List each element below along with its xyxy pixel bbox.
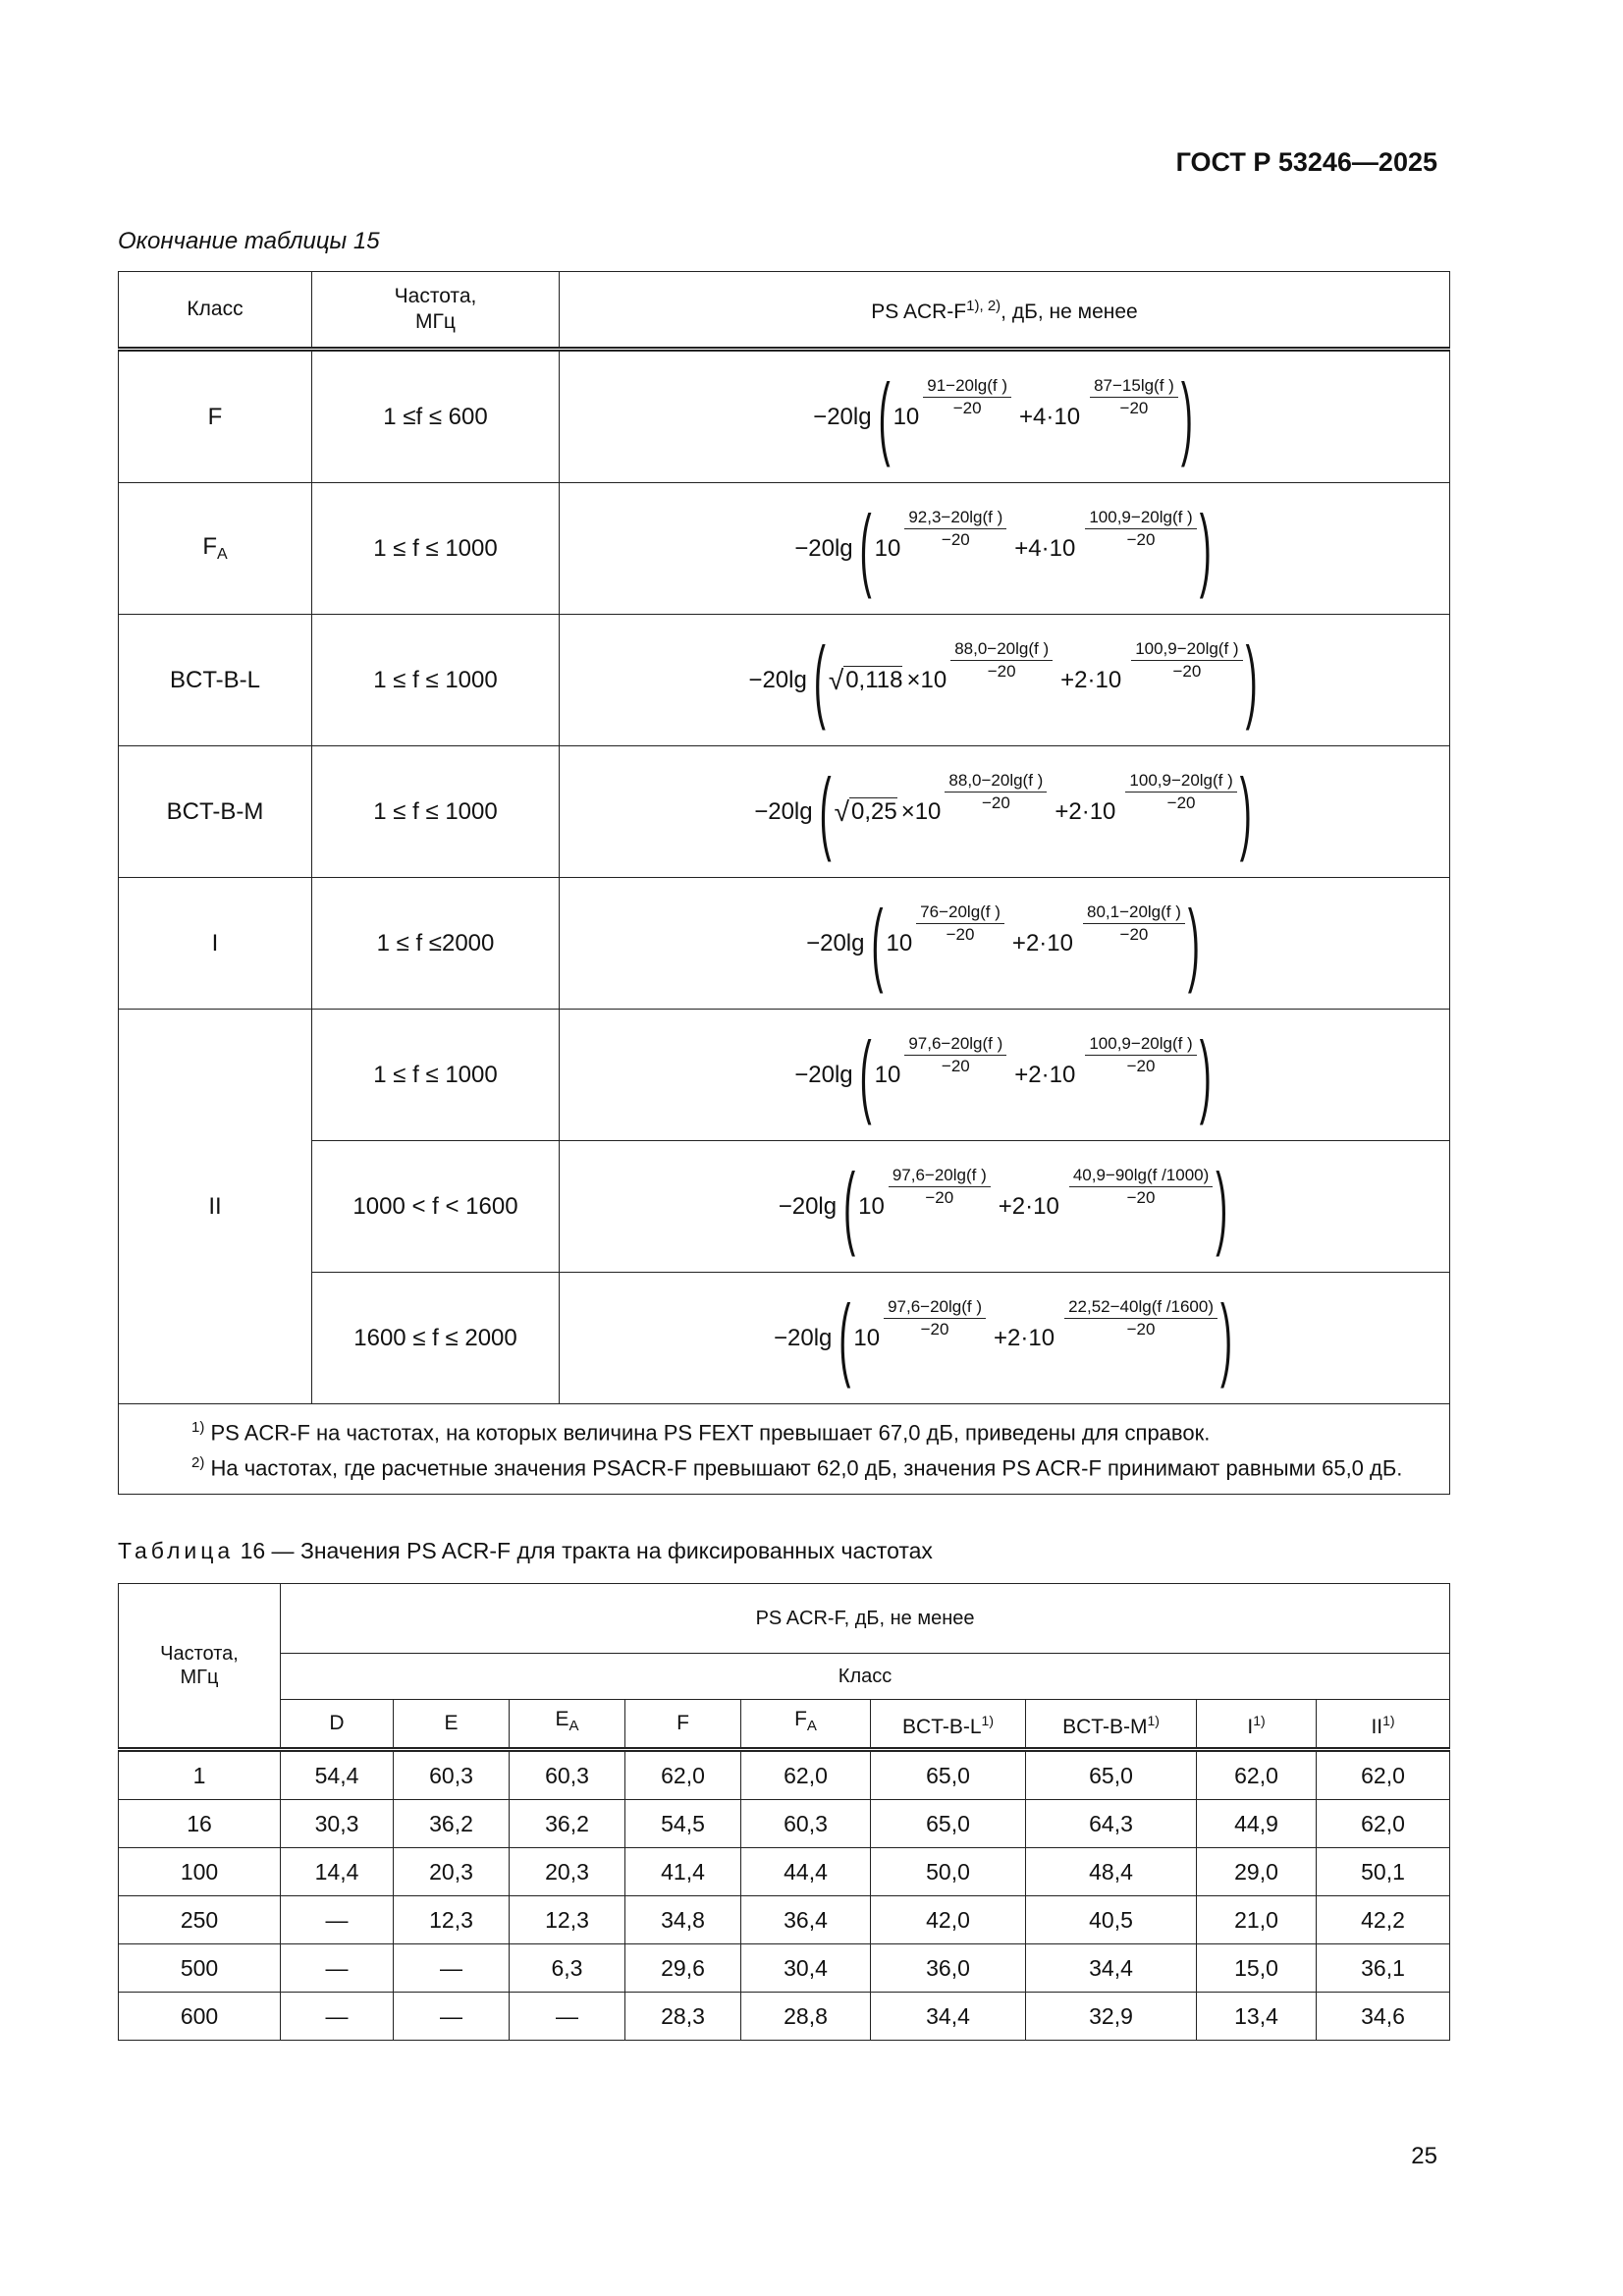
table-16 xyxy=(118,1583,1450,2041)
exponent-numerator: 87−15lg(f ) xyxy=(1090,376,1178,398)
paren-close: ) xyxy=(1239,757,1252,863)
formula-exponent xyxy=(1069,1166,1213,1208)
exponent-denominator: −20 xyxy=(1126,1188,1156,1207)
class-footnote-mark: 1) xyxy=(1382,1712,1395,1728)
table-row xyxy=(119,1273,1450,1404)
paren-close: ) xyxy=(1199,1020,1212,1126)
value-cell: 40,5 xyxy=(1026,1896,1197,1944)
formula-term xyxy=(858,1166,991,1228)
formula-cell xyxy=(560,1273,1450,1404)
class-cell: BCT-B-L xyxy=(119,615,312,746)
exponent-numerator: 22,52−40lg(f /1600) xyxy=(1064,1297,1217,1319)
formula-operator: +2·10 xyxy=(994,1324,1055,1351)
value-cell: 50,0 xyxy=(871,1848,1026,1896)
value-cell: 30,3 xyxy=(281,1800,394,1848)
value-cell: 62,0 xyxy=(1317,1750,1450,1800)
value-cell: — xyxy=(394,1993,510,2041)
header-ps-acr-f: PS ACR-$F^{1), 2)}$, дБ, не менее xyxy=(560,272,1450,350)
value-cell: 28,3 xyxy=(625,1993,741,2041)
formula-term xyxy=(1053,639,1242,701)
exponent-numerator: 97,6−20lg(f ) xyxy=(889,1166,991,1187)
value-cell: 15,0 xyxy=(1197,1944,1317,1993)
formula-base: 10 xyxy=(893,403,920,430)
value-cell: 44,4 xyxy=(741,1848,871,1896)
table-row xyxy=(119,878,1450,1010)
value-cell: — xyxy=(394,1944,510,1993)
value-cell: 30,4 xyxy=(741,1944,871,1993)
paren-open: ( xyxy=(843,1152,856,1258)
table-row xyxy=(119,1750,1450,1800)
formula-exponent xyxy=(1085,508,1196,550)
exponent-numerator: 100,9−20lg(f ) xyxy=(1085,508,1196,529)
value-cell: 44,9 xyxy=(1197,1800,1317,1848)
value-cell: 14,4 xyxy=(281,1848,394,1896)
formula-exponent xyxy=(950,639,1053,682)
value-cell: 42,2 xyxy=(1317,1896,1450,1944)
sqrt-value: 0,25 xyxy=(850,798,897,825)
value-cell: 65,0 xyxy=(871,1750,1026,1800)
class-header: $I^{1)}$ xyxy=(1197,1700,1317,1750)
class-header: F xyxy=(625,1700,741,1750)
value-cell: 34,8 xyxy=(625,1896,741,1944)
formula-term xyxy=(1047,771,1236,833)
formula-exponent xyxy=(1083,902,1185,945)
formula xyxy=(748,626,1260,732)
standard-number: ГОСТ Р 53246—2025 xyxy=(1175,147,1437,177)
formula-cell xyxy=(560,1010,1450,1141)
exponent-numerator: 100,9−20lg(f ) xyxy=(1085,1034,1196,1056)
table-row xyxy=(119,1944,1450,1993)
notes-row xyxy=(119,1404,1450,1495)
paren-close: ) xyxy=(1187,889,1200,995)
formula xyxy=(778,1152,1231,1258)
formula-exponent xyxy=(1090,376,1178,418)
formula-exponent xyxy=(1085,1034,1196,1076)
class-cell: II xyxy=(119,1010,312,1404)
paren-open: ( xyxy=(839,1284,851,1390)
table-row xyxy=(119,1010,1450,1141)
frequency-cell: 1 ≤ f ≤ 1000 xyxy=(312,746,560,878)
header-class: Класс xyxy=(119,272,312,350)
exponent-denominator: −20 xyxy=(1126,1057,1156,1075)
value-cell: — xyxy=(281,1944,394,1993)
table-15 xyxy=(118,271,1450,1495)
value-cell: — xyxy=(510,1993,625,2041)
value-cell: 62,0 xyxy=(741,1750,871,1800)
formula-base: ×10 xyxy=(900,797,942,825)
exponent-denominator: −20 xyxy=(1126,530,1156,549)
table-row xyxy=(119,1141,1450,1273)
formula-exponent xyxy=(916,902,1004,945)
formula xyxy=(794,494,1214,600)
paren-close: ) xyxy=(1199,494,1212,600)
class-cell: BCT-B-M xyxy=(119,746,312,878)
value-cell: 60,3 xyxy=(394,1750,510,1800)
exponent-denominator: −20 xyxy=(981,793,1010,812)
exponent-denominator: −20 xyxy=(925,1188,954,1207)
formula-base: 10 xyxy=(858,1192,885,1220)
value-cell: — xyxy=(281,1993,394,2041)
exponent-denominator: −20 xyxy=(946,925,975,944)
formula-prefix: −20lg xyxy=(778,1192,838,1220)
exponent-denominator: −20 xyxy=(941,530,970,549)
exponent-numerator: 91−20lg(f ) xyxy=(923,376,1011,398)
formula-prefix: −20lg xyxy=(748,666,807,693)
value-cell: 36,0 xyxy=(871,1944,1026,1993)
value-cell: 36,2 xyxy=(510,1800,625,1848)
value-cell: 65,0 xyxy=(1026,1750,1197,1800)
value-cell: 54,4 xyxy=(281,1750,394,1800)
formula-cell xyxy=(560,615,1450,746)
exponent-numerator: 88,0−20lg(f ) xyxy=(945,771,1047,793)
value-cell: 6,3 xyxy=(510,1944,625,1993)
value-cell: 60,3 xyxy=(741,1800,871,1848)
exponent-numerator: 88,0−20lg(f ) xyxy=(950,639,1053,661)
header-ps-acr-f: PS ACR-F, дБ, не менее xyxy=(281,1584,1450,1654)
frequency-cell: 500 xyxy=(119,1944,281,1993)
class-footnote-mark: 1) xyxy=(981,1712,994,1728)
exponent-denominator: −20 xyxy=(1172,662,1202,681)
formula-operator: +2·10 xyxy=(1060,666,1122,693)
paren-close: ) xyxy=(1245,626,1258,732)
frequency-cell: 1 ≤f ≤ 600 xyxy=(312,350,560,483)
class-footnote-mark: 1) xyxy=(1253,1712,1266,1728)
formula-term xyxy=(828,639,1053,701)
formula-exponent xyxy=(923,376,1011,418)
exponent-numerator: 97,6−20lg(f ) xyxy=(904,1034,1006,1056)
exponent-denominator: −20 xyxy=(1119,925,1149,944)
table-continuation-caption: Окончание таблицы 15 xyxy=(118,228,380,254)
paren-open: ( xyxy=(819,757,832,863)
sqrt-value: 0,118 xyxy=(845,667,903,693)
footnote-text: PS ACR-F на частотах, на которых величина PS FEXT превышает 67,0 дБ, приведены для справок. xyxy=(204,1420,1211,1446)
formula-operator: +2·10 xyxy=(998,1192,1059,1220)
exponent-denominator: −20 xyxy=(941,1057,970,1075)
table-row xyxy=(119,1800,1450,1848)
formula-base: 10 xyxy=(853,1324,881,1351)
formula-operator: +2·10 xyxy=(1011,929,1073,957)
value-cell: 62,0 xyxy=(1197,1750,1317,1800)
value-cell: 12,3 xyxy=(394,1896,510,1944)
formula-cell xyxy=(560,878,1450,1010)
formula-term xyxy=(1004,902,1185,964)
exponent-numerator: 76−20lg(f ) xyxy=(916,902,1004,924)
value-cell: 34,4 xyxy=(871,1993,1026,2041)
value-cell: 36,4 xyxy=(741,1896,871,1944)
formula-prefix: −20lg xyxy=(794,1061,853,1088)
frequency-cell: 1 ≤ f ≤2000 xyxy=(312,878,560,1010)
formula-cell xyxy=(560,746,1450,878)
formula-term xyxy=(1006,508,1196,570)
class-header: II$^{1)}$ xyxy=(1317,1700,1450,1750)
formula-operator: +2·10 xyxy=(1055,797,1116,825)
frequency-cell: 1000 < f < 1600 xyxy=(312,1141,560,1273)
frequency-cell: 1 ≤ f ≤ 1000 xyxy=(312,1010,560,1141)
formula-term xyxy=(893,376,1011,438)
formula xyxy=(806,889,1203,995)
exponent-numerator: 97,6−20lg(f ) xyxy=(884,1297,986,1319)
class-header: BCT-$B-M^{1)}$ xyxy=(1026,1700,1197,1750)
class-cell: F xyxy=(119,350,312,483)
header-class: Класс xyxy=(281,1654,1450,1700)
value-cell: 28,8 xyxy=(741,1993,871,2041)
table-row xyxy=(119,1848,1450,1896)
formula-base: 10 xyxy=(874,534,901,562)
paren-close: ) xyxy=(1216,1152,1228,1258)
formula-term xyxy=(853,1297,986,1359)
paren-open: ( xyxy=(871,889,884,995)
class-header: BCT-$B-L^{1)}$ xyxy=(871,1700,1026,1750)
value-cell: 62,0 xyxy=(1317,1800,1450,1848)
formula-cell xyxy=(560,350,1450,483)
sqrt-sign: √ xyxy=(834,795,849,827)
class-cell: $F_A$ xyxy=(119,483,312,615)
value-cell: 20,3 xyxy=(510,1848,625,1896)
formula-exponent xyxy=(945,771,1047,813)
formula-term xyxy=(874,508,1007,570)
exponent-denominator: −20 xyxy=(987,662,1016,681)
formula-exponent xyxy=(884,1297,986,1339)
class-header: D xyxy=(281,1700,394,1750)
frequency-cell: 1 xyxy=(119,1750,281,1800)
table-notes xyxy=(119,1404,1450,1495)
value-cell: 64,3 xyxy=(1026,1800,1197,1848)
value-cell: 65,0 xyxy=(871,1800,1026,1848)
value-cell: 34,4 xyxy=(1026,1944,1197,1993)
class-header: $E_A$ xyxy=(510,1700,625,1750)
value-cell: 60,3 xyxy=(510,1750,625,1800)
value-cell: 12,3 xyxy=(510,1896,625,1944)
formula-exponent xyxy=(1131,639,1242,682)
frequency-cell: 1 ≤ f ≤ 1000 xyxy=(312,483,560,615)
paren-close: ) xyxy=(1180,362,1193,468)
class-subscript: A xyxy=(568,1718,579,1735)
footnote-mark: 1) xyxy=(191,1419,205,1436)
formula-term xyxy=(1011,376,1178,438)
formula-cell xyxy=(560,483,1450,615)
value-cell: 54,5 xyxy=(625,1800,741,1848)
formula xyxy=(773,1284,1235,1390)
frequency-cell: 1600 ≤ f ≤ 2000 xyxy=(312,1273,560,1404)
table-row xyxy=(119,1896,1450,1944)
paren-open: ( xyxy=(813,626,826,732)
class-cell: I xyxy=(119,878,312,1010)
exponent-denominator: −20 xyxy=(952,399,982,417)
frequency-cell: 600 xyxy=(119,1993,281,2041)
formula-exponent xyxy=(904,508,1006,550)
value-cell: 29,6 xyxy=(625,1944,741,1993)
formula-base: ×10 xyxy=(906,666,947,693)
formula-prefix: −20lg xyxy=(773,1324,833,1351)
formula-cell xyxy=(560,1141,1450,1273)
formula-prefix: −20lg xyxy=(813,403,872,430)
formula-prefix: −20lg xyxy=(794,534,853,562)
formula xyxy=(794,1020,1214,1126)
exponent-numerator: 40,9−90lg(f /1000) xyxy=(1069,1166,1213,1187)
exponent-numerator: 100,9−20lg(f ) xyxy=(1131,639,1242,661)
value-cell: 36,2 xyxy=(394,1800,510,1848)
formula-exponent xyxy=(1064,1297,1217,1339)
footnote xyxy=(133,1448,1435,1483)
exponent-denominator: −20 xyxy=(920,1320,949,1339)
value-cell: 21,0 xyxy=(1197,1896,1317,1944)
value-cell: 50,1 xyxy=(1317,1848,1450,1896)
formula-operator: +4·10 xyxy=(1019,403,1081,430)
footnote-mark: 2) xyxy=(191,1454,205,1472)
formula-term xyxy=(1006,1034,1196,1096)
value-cell: — xyxy=(281,1896,394,1944)
frequency-cell: 16 xyxy=(119,1800,281,1848)
exponent-denominator: −20 xyxy=(1166,793,1196,812)
class-footnote-mark: 1) xyxy=(1147,1712,1160,1728)
formula-prefix: −20lg xyxy=(806,929,865,957)
class-header: $F_A$ xyxy=(741,1700,871,1750)
value-cell: 29,0 xyxy=(1197,1848,1317,1896)
class-header: E xyxy=(394,1700,510,1750)
page-number: 25 xyxy=(1411,2143,1437,2169)
formula-term xyxy=(834,771,1048,833)
formula-term xyxy=(874,1034,1007,1096)
exponent-numerator: 100,9−20lg(f ) xyxy=(1125,771,1236,793)
formula-term xyxy=(886,902,1003,964)
value-cell: 41,4 xyxy=(625,1848,741,1896)
table-row xyxy=(119,746,1450,878)
exponent-numerator: 80,1−20lg(f ) xyxy=(1083,902,1185,924)
paren-open: ( xyxy=(859,494,872,600)
formula-base: 10 xyxy=(886,929,913,957)
value-cell: 48,4 xyxy=(1026,1848,1197,1896)
value-cell: 42,0 xyxy=(871,1896,1026,1944)
exponent-numerator: 92,3−20lg(f ) xyxy=(904,508,1006,529)
frequency-cell: 250 xyxy=(119,1896,281,1944)
sqrt-sign: √ xyxy=(828,664,844,695)
table-row xyxy=(119,1993,1450,2041)
exponent-denominator: −20 xyxy=(1119,399,1149,417)
formula-operator: +4·10 xyxy=(1014,534,1076,562)
value-cell: 13,4 xyxy=(1197,1993,1317,2041)
formula-term xyxy=(986,1297,1217,1359)
frequency-cell: 1 ≤ f ≤ 1000 xyxy=(312,615,560,746)
class-subscript: A xyxy=(217,546,228,563)
footnote-text: На частотах, где расчетные значения PSACR-F превышают 62,0 дБ, значения PS ACR-F принимают равными 65,0 дБ. xyxy=(204,1455,1403,1481)
paren-open: ( xyxy=(878,362,891,468)
exponent-denominator: −20 xyxy=(1126,1320,1156,1339)
formula xyxy=(813,362,1196,468)
formula-exponent xyxy=(904,1034,1006,1076)
header-frequency: Частота, МГц xyxy=(312,272,560,350)
table-row xyxy=(119,615,1450,746)
formula xyxy=(754,757,1255,863)
header-frequency: Частота, МГц xyxy=(119,1584,281,1750)
formula-prefix: −20lg xyxy=(754,797,813,825)
value-cell: 36,1 xyxy=(1317,1944,1450,1993)
formula-base: 10 xyxy=(874,1061,901,1088)
class-subscript: A xyxy=(806,1718,817,1735)
paren-close: ) xyxy=(1220,1284,1232,1390)
paren-open: ( xyxy=(859,1020,872,1126)
formula-term xyxy=(991,1166,1214,1228)
formula-exponent xyxy=(1125,771,1236,813)
value-cell: 20,3 xyxy=(394,1848,510,1896)
frequency-cell: 100 xyxy=(119,1848,281,1896)
value-cell: 62,0 xyxy=(625,1750,741,1800)
table-row xyxy=(119,483,1450,615)
footnote xyxy=(133,1412,1435,1448)
formula-operator: +2·10 xyxy=(1014,1061,1076,1088)
formula-exponent xyxy=(889,1166,991,1208)
value-cell: 32,9 xyxy=(1026,1993,1197,2041)
table-row xyxy=(119,350,1450,483)
value-cell: 34,6 xyxy=(1317,1993,1450,2041)
table-16-caption: Таблица 16 — Значения PS ACR-F для тракта на фиксированных частотах xyxy=(118,1538,933,1563)
